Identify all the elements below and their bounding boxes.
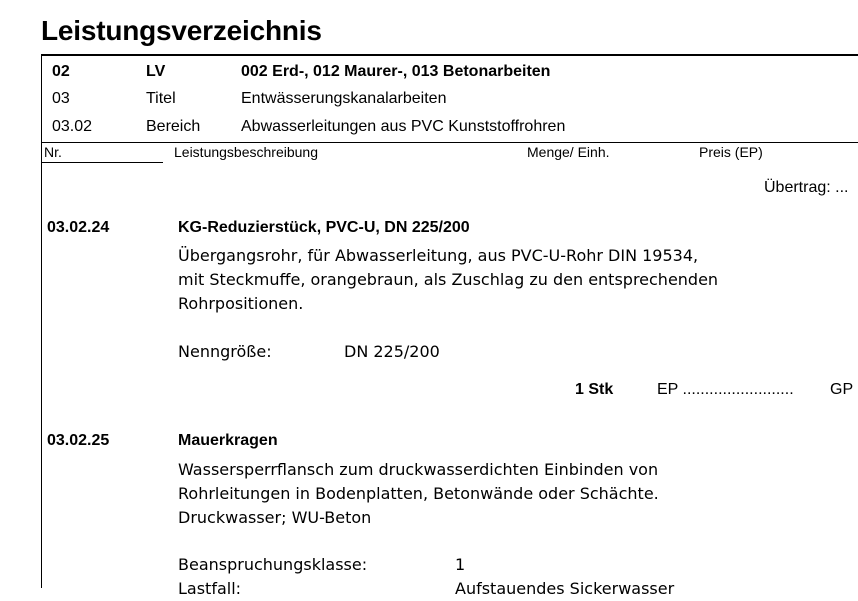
position-text-line: Übergangsrohr, für Abwasserleitung, aus PVC-U-Rohr DIN 19534, — [178, 246, 699, 265]
position-text-line: mit Steckmuffe, orangebraun, als Zuschlag zu den entsprechenden — [178, 270, 719, 289]
header-titel-desc: Entwässerungskanalarbeiten — [241, 90, 447, 107]
position-number: 03.02.25 — [47, 432, 110, 449]
header-bereich-nr: 03.02 — [52, 118, 93, 135]
carry-over-label: Übertrag: ... — [764, 179, 849, 196]
spec-label: Lastfall: — [178, 579, 242, 598]
column-header-quantity: Menge/ Einh. — [527, 144, 610, 160]
header-top-rule — [41, 54, 858, 56]
nr-column-underline — [41, 162, 163, 163]
spec-value: DN 225/200 — [344, 342, 440, 361]
column-header-description: Leistungsbeschreibung — [174, 144, 318, 160]
position-text-line: Wassersperrflansch zum druckwasserdichten Einbinden von — [178, 460, 659, 479]
position-text-line: Rohrleitungen in Bodenplatten, Betonwände oder Schächte. — [178, 484, 659, 503]
position-number: 03.02.24 — [47, 219, 110, 236]
unit-price-field: EP ......................... — [657, 381, 794, 398]
spec-label: Nenngröße: — [178, 342, 272, 361]
spec-label: Beanspruchungsklasse: — [178, 555, 368, 574]
header-titel-type: Titel — [146, 90, 176, 107]
column-header-price: Preis (EP) — [699, 144, 763, 160]
position-text-line: Druckwasser; WU-Beton — [178, 508, 372, 527]
column-header-nr: Nr. — [44, 144, 62, 160]
spec-value: Aufstauendes Sickerwasser — [455, 579, 675, 598]
header-left-rule — [41, 54, 42, 588]
header-lv-nr: 02 — [52, 63, 70, 80]
position-title: Mauerkragen — [178, 432, 278, 449]
position-quantity: 1 Stk — [575, 381, 614, 398]
position-title: KG-Reduzierstück, PVC-U, DN 225/200 — [178, 219, 470, 236]
header-bereich-type: Bereich — [146, 118, 201, 135]
spec-value: 1 — [455, 555, 466, 574]
header-lv-type: LV — [146, 63, 166, 80]
total-price-label: GP — [830, 381, 854, 398]
column-header-top-rule — [41, 142, 858, 143]
header-lv-desc: 002 Erd-, 012 Maurer-, 013 Betonarbeiten — [241, 63, 551, 80]
position-text-line: Rohrpositionen. — [178, 294, 304, 313]
page-title: Leistungsverzeichnis — [41, 15, 322, 46]
header-bereich-desc: Abwasserleitungen aus PVC Kunststoffrohren — [241, 118, 566, 135]
header-titel-nr: 03 — [52, 90, 70, 107]
